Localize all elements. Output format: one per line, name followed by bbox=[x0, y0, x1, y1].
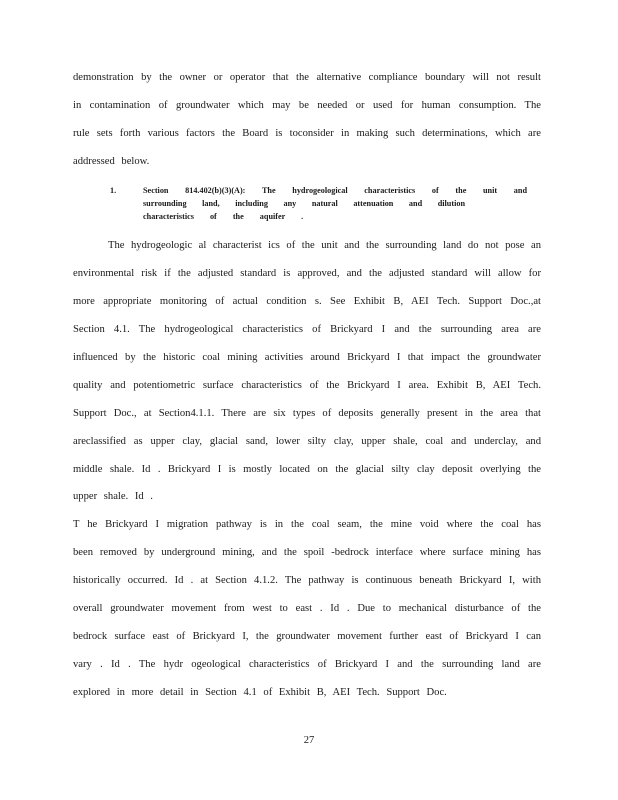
text-line: middle shale. Id . Brickyard I is mostly located on the glacial silty clay deposit overlying the bbox=[73, 464, 541, 475]
text-line: more appropriate monitoring of actual condition s. See Exhibit B, AEI Tech. Support Doc.,at bbox=[73, 296, 541, 307]
text-line: areclassified as upper clay, glacial sand, lower silty clay, upper shale, coal and underclay, and bbox=[73, 436, 541, 447]
text-line: T he Brickyard I migration pathway is in the coal seam, the mine void where the coal has bbox=[73, 519, 541, 530]
text-line: demonstration by the owner or operator that the alternative compliance boundary will not result bbox=[73, 72, 541, 83]
text-line: rule sets forth various factors the Board is toconsider in making such determinations, which are bbox=[73, 128, 541, 139]
text-line: in contamination of groundwater which may be needed or used for human consumption. The bbox=[73, 100, 541, 111]
text-line: The hydrogeologic al characterist ics of the unit and the surrounding land do not pose an bbox=[108, 240, 541, 251]
text-line: vary . Id . The hydr ogeological characteristics of Brickyard I and the surrounding land are bbox=[73, 659, 541, 670]
page-number: 27 bbox=[303, 735, 315, 746]
section-number: 1. bbox=[110, 186, 117, 195]
text-line: quality and potentiometric surface characteristics of the Brickyard I area. Exhibit B, AEI Tech. bbox=[73, 380, 541, 391]
text-line: influenced by the historic coal mining activities around Brickyard I that impact the groundwater bbox=[73, 352, 541, 363]
text-line: overall groundwater movement from west to east . Id . Due to mechanical disturbance of the bbox=[73, 603, 541, 614]
text-line: historically occurred. Id . at Section 4.1.2. The pathway is continuous beneath Brickyard I, with bbox=[73, 575, 541, 586]
text-line: bedrock surface east of Brickyard I, the groundwater movement further east of Brickyard I can bbox=[73, 631, 541, 642]
section-heading-line: surrounding land, including any natural attenuation and dilution bbox=[143, 199, 465, 208]
text-line: explored in more detail in Section 4.1 of Exhibit B, AEI Tech. Support Doc. bbox=[73, 687, 447, 698]
text-line: Support Doc., at Section4.1.1. There are six types of deposits generally present in the area that bbox=[73, 408, 541, 419]
text-line: environmental risk if the adjusted standard is approved, and the adjusted standard will allow for bbox=[73, 268, 541, 279]
text-line: upper shale. Id . bbox=[73, 491, 153, 502]
section-heading-line: Section 814.402(b)(3)(A): The hydrogeological characteristics of the unit and bbox=[143, 186, 527, 195]
text-line: Section 4.1. The hydrogeological characteristics of Brickyard I and the surrounding area are bbox=[73, 324, 541, 335]
text-line: been removed by underground mining, and the spoil -bedrock interface where surface mining has bbox=[73, 547, 541, 558]
section-heading-line: characteristics of the aquifer . bbox=[143, 212, 304, 221]
text-line: addressed below. bbox=[73, 156, 150, 167]
